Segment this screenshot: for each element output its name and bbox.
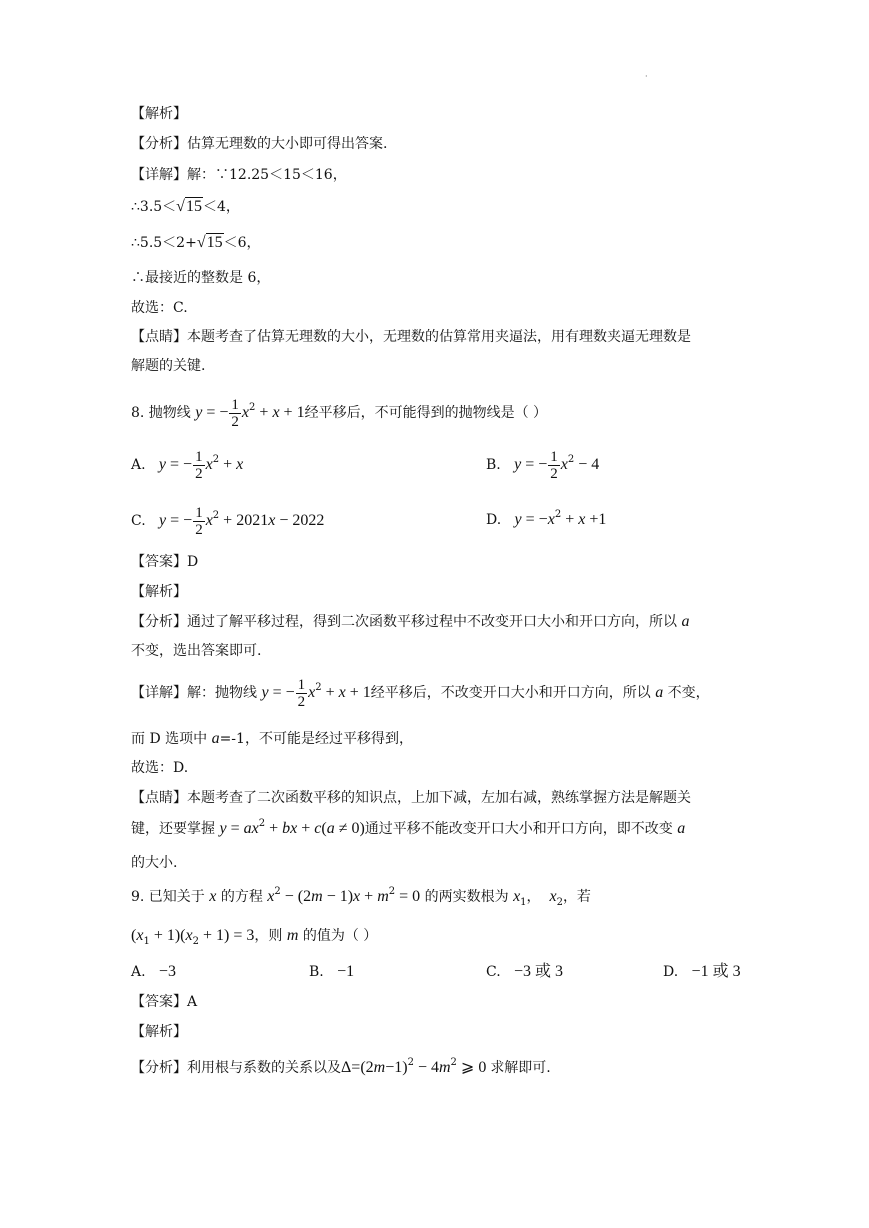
text: 求解即可.	[490, 1060, 551, 1076]
q9-stem-line2: $(x_1 + 1)(x_2 + 1) = 3$，则 m 的值为（ ）	[131, 927, 378, 947]
q9-analysis-heading: 【解析】	[131, 1024, 187, 1040]
text: 不变，	[663, 685, 710, 701]
q8-stem: 8. 抛物线 y = − $\frac{1}{2}$ $x^2 + x + 1$经平移后，不可能得到的抛物线是（ ）	[131, 396, 548, 430]
var-a: a	[655, 684, 664, 701]
page-dot-mark: ·	[645, 72, 648, 81]
text: ∴3.5＜	[131, 199, 177, 215]
text: 而 D 选项中	[131, 731, 212, 747]
option-value: −3 或 3	[514, 963, 564, 980]
text: 的两实数根为	[420, 889, 514, 905]
q8-answer: 【答案】D	[131, 554, 199, 570]
text: 通过平移不能改变开口大小和开口方向，即不改变	[364, 821, 678, 837]
q8-option-b: B. y = − $\frac{1}{2}$ $x^2 - 4$	[486, 448, 600, 482]
option-label: A.	[131, 457, 146, 473]
q8-comment-line1: 【点睛】本题考查了二次函数平移的知识点，上加下减，左加右减，熟练掌握方法是解题关	[131, 790, 691, 806]
text: 的值为（ ）	[298, 928, 378, 944]
text: 经平移后，不可能得到的抛物线是（ ）	[304, 405, 548, 421]
text: 经平移后，不改变开口大小和开口方向，所以	[370, 685, 656, 701]
text: 【分析】利用根与系数的关系以及	[131, 1060, 341, 1076]
q8-comment-line2: 键，还要掌握 $y = ax^2$ + bx + c(a ≠ 0)通过平移不能改变开口大小和开口方向，即不改变 a	[131, 818, 686, 837]
option-label: C.	[131, 513, 146, 529]
sqrt-15: √15	[196, 234, 223, 251]
q8-analysis-heading: 【解析】	[131, 584, 187, 600]
q7-choice: 故选：C.	[131, 300, 188, 316]
option-value: −1	[337, 963, 355, 980]
sqrt-15: √15	[176, 198, 202, 215]
q8-choice: 故选：D.	[131, 760, 189, 776]
var-a: a	[211, 730, 220, 747]
q9-option-b	[309, 962, 354, 982]
q8-comment-line3: 的大小.	[131, 855, 178, 871]
q7-comment-line1: 【点睛】本题考查了估算无理数的大小，无理数的估算常用夹逼法，用有理数夹逼无理数是	[131, 329, 691, 345]
text: ，则	[254, 928, 287, 944]
q7-detail-line4: ∴最接近的整数是 6，	[131, 270, 271, 286]
q7-analysis: 【分析】估算无理数的大小即可得出答案.	[131, 136, 388, 152]
formula: y	[195, 404, 203, 421]
q7-detail-line3	[131, 233, 261, 253]
option-value: −3	[158, 963, 176, 980]
q9-answer: 【答案】A	[131, 994, 198, 1010]
q7-detail-line1: 【详解】解：∵12.25＜15＜16，	[131, 167, 347, 183]
q9-option-c	[486, 962, 563, 982]
var-a: a	[681, 613, 690, 630]
option-label: B.	[309, 964, 324, 980]
q9-analysis-line: 【分析】利用根与系数的关系以及$\Delta=(2m-1)^2 - 4m^2$ ⩾ 0 求解即可.	[131, 1057, 551, 1076]
q7-detail-line2	[131, 197, 240, 217]
text: ，若	[562, 889, 591, 905]
q9-option-a	[131, 962, 176, 982]
text: 【分析】通过了解平移过程，得到二次函数平移过程中不改变开口大小和开口方向，所以	[131, 614, 682, 630]
option-label: D.	[486, 512, 502, 528]
var-a: a	[677, 820, 686, 837]
text: ∴5.5＜2+	[131, 235, 197, 251]
text: 的方程	[216, 889, 268, 905]
q9-option-d	[663, 962, 741, 982]
analysis-heading: 【解析】	[131, 106, 187, 122]
fraction-half: $\frac{1}{2}$	[231, 396, 239, 430]
text: 键，还要掌握	[131, 821, 220, 837]
q8-option-c: C. y = − $\frac{1}{2}$ $x^2 + 2021x - 2022$	[131, 504, 325, 538]
text: =-1，不可能是经过平移得到，	[219, 731, 413, 747]
q8-option-a: A. y = − $\frac{1}{2}$ $x^2 + x$	[131, 448, 244, 482]
q8-analysis-line2: 不变，选出答案即可.	[131, 643, 262, 659]
text: 9. 已知关于	[131, 889, 210, 905]
radicand: 15	[185, 198, 202, 215]
option-label: A.	[131, 964, 146, 980]
text: 8. 抛物线	[131, 405, 196, 421]
option-label: C.	[486, 964, 501, 980]
radicand: 15	[206, 234, 223, 251]
text: ＜6，	[223, 235, 261, 251]
q8-analysis-line1	[131, 612, 689, 632]
q8-detail-line1: 【详解】解：抛物线 y = − $\frac{1}{2}$ $x^2 + x + 1$经平移后，不改变开口大小和开口方向，所以 a 不变，	[131, 676, 710, 710]
option-value: −1 或 3	[691, 963, 741, 980]
q8-detail-line2	[131, 729, 413, 749]
option-label: D.	[663, 964, 679, 980]
text: ＜4，	[202, 199, 240, 215]
text: 【详解】解：抛物线	[131, 685, 262, 701]
q7-comment-line2: 解题的关键.	[131, 358, 206, 374]
option-label: B.	[486, 457, 501, 473]
q9-stem-line1: 9. 已知关于 x 的方程 $x^2 - (2m - 1)x + m^2 = 0$ 的两实数根为 $x_1$， $x_2$，若	[131, 886, 591, 908]
q8-option-d: D. $y = -x^2 + x +1$	[486, 509, 607, 528]
text: ，	[526, 889, 541, 905]
